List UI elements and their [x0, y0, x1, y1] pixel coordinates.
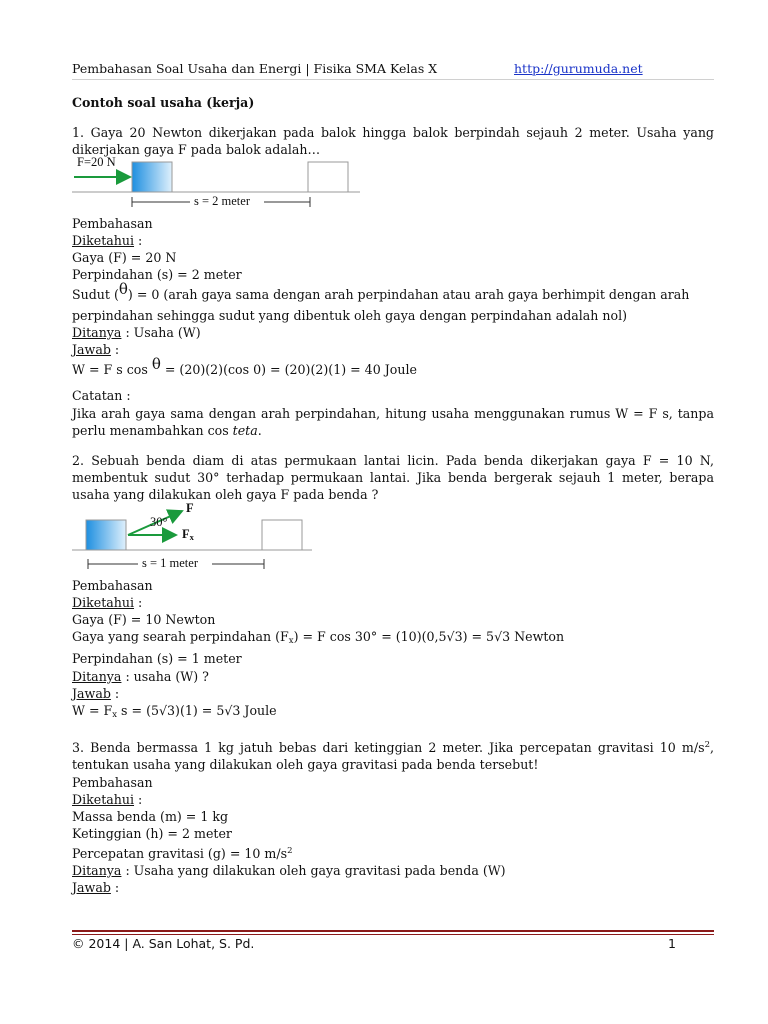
- header-link[interactable]: http://gurumuda.net: [514, 61, 643, 76]
- q1-distance-label: s = 2 meter: [194, 193, 250, 208]
- q2-gaya-searah: Gaya yang searah perpindahan $(F_x) = F$ cos 30° = (10)(0,5√3) = 5√3 Newton: [72, 629, 565, 647]
- q3-ditanya: Ditanya : Usaha yang dilakukan oleh gaya gravitasi pada benda (W): [72, 862, 506, 878]
- q2-jawab: Jawab: [72, 685, 111, 701]
- q3-jawab: Jawab: [72, 879, 111, 895]
- q1-perpindahan: Perpindahan (s) = 2 meter: [72, 267, 242, 283]
- q3-pembahasan: Pembahasan: [72, 774, 153, 790]
- q2-ditanya: Ditanya : usaha (W) ?: [72, 668, 209, 684]
- header-title: Pembahasan Soal Usaha dan Energi | Fisika SMA Kelas X: [72, 61, 438, 76]
- q1-ditanya: Ditanya : Usaha (W): [72, 324, 201, 340]
- footer-divider-thin: [72, 934, 714, 935]
- q2-angle-label: 30°: [150, 514, 168, 529]
- document-page: [72, 0, 714, 1024]
- q2-fx-label: $F_x$: [182, 526, 194, 542]
- q2-diagram: [72, 507, 332, 577]
- q1-block-end: [308, 162, 348, 192]
- footer-divider-thick: [72, 930, 714, 932]
- q2-block-end: [262, 520, 302, 550]
- q1-pembahasan: Pembahasan: [72, 215, 153, 231]
- q3-massa: Massa benda (m) = 1 kg: [72, 809, 229, 825]
- q1-catatan-body: Jika arah gaya sama dengan arah perpindahan, hitung usaha menggunakan rumus W = F s, tanpa perlu menambahkan cos teta.: [72, 405, 714, 438]
- q2-pembahasan: Pembahasan: [72, 577, 153, 593]
- q1-jawab: Jawab: [72, 342, 111, 358]
- q2-diketahui: Diketahui: [72, 594, 135, 610]
- header-divider: [72, 79, 714, 80]
- q1-catatan: Catatan :: [72, 388, 131, 404]
- q3-ketinggian: Ketinggian (h) = 2 meter: [72, 826, 232, 842]
- q1-question: 1. Gaya 20 Newton dikerjakan pada balok hingga balok berpindah sejauh 2 meter. Usaha yang dikerjakan gaya F pada balok adalah…: [72, 125, 714, 158]
- q2-figure: [72, 500, 714, 577]
- q2-formula: $W = F_x$ s = (5√3)(1) = 5√3 Joule: [72, 703, 277, 721]
- q1-gaya: Gaya (F) = 20 N: [72, 250, 177, 266]
- q1-sudut-cont: perpindahan sehingga sudut yang dibentuk oleh gaya dengan perpindahan adalah nol): [72, 307, 628, 323]
- q1-force-label: F=20 N: [77, 154, 116, 169]
- q3-question: 3. Benda bermassa 1 kg jatuh bebas dari ketinggian 2 meter. Jika percepatan gravitasi 10 $m/s^2$, tentukan usaha yang dilakukan oleh gaya gravitasi pada benda tersebut!: [72, 740, 714, 773]
- page-header: [72, 61, 714, 79]
- q1-block-start: [132, 162, 172, 192]
- page-footer: [72, 936, 714, 951]
- document-body: Contoh soal usaha (kerja) 1. Gaya 20 Newton dikerjakan pada balok hingga balok berpindah sejauh 2 meter. Usaha yang dikerjakan gaya F pada balok adalah… F=20 N s = 2 meter Pembahasan Diketahui : Gaya (F) = 20 N Perpindahan (s) = 2 meter Sudut (θ) = 0 (arah gaya sama dengan arah perpindahan atau arah gaya berhimpit dengan arah perpindahan sehingga sudut yang dibentuk oleh gaya dengan perpindahan adalah nol) Ditanya : Usaha (W) Jawab : W = F s cos θ = (20)(2)(cos 0) = (20)(2)(1) = 40 Joule Catatan : Jika arah gaya sama dengan arah perpindahan, hitung usaha menggunakan rumus W = F s, tanpa perlu menambahkan cos teta. 2. Sebuah benda diam di atas permukaan lantai licin. Pada benda dikerjakan gaya F = 10 N, membentuk sudut 30° terhadap permukaan lantai. Jika benda bergerak sejauh 1 meter, berapa usaha yang dilakukan oleh gaya F pada benda ? F 30° $F_x$ s = 1 meter Pembahasan Diketahui : Gaya (F) = 10 Newton Gaya yang searah perpindahan $(F_x) = F$ cos 30° = (10)(0,5√3) = 5√3 Newton Perpindahan (s) = 1 meter Ditanya : usaha (W) ? Jawab : $W = F_x$ s = (5√3)(1) = 5√3 Joule 3. Benda bermassa 1 kg jatuh bebas dari ketinggian 2 meter. Jika percepatan gravitasi 10 $m/s^2$, tentukan usaha yang dilakukan oleh gaya gravitasi pada benda tersebut! Pembahasan Diketahui : Massa benda (m) = 1 kg Ketinggian (h) = 2 meter Percepatan gravitasi (g) = 10 $m/s^2$ Ditanya : Usaha yang dilakukan oleh gaya gravitasi pada benda (W) Jawab :: [72, 95, 714, 895]
- q2-distance-label: s = 1 meter: [142, 555, 198, 570]
- q3-diketahui: Diketahui: [72, 791, 135, 807]
- footer-copyright: © 2014 | A. San Lohat, S. Pd.: [72, 936, 255, 951]
- q2-block-start: [86, 520, 126, 550]
- q2-perpindahan: Perpindahan (s) = 1 meter: [72, 651, 242, 667]
- q1-formula: W = F s cos θ = (20)(2)(cos 0) = (20)(2)(1) = 40 Joule: [72, 355, 417, 378]
- page-number: 1: [668, 936, 676, 951]
- q2-force-label: F: [186, 500, 194, 515]
- q2-gaya: Gaya (F) = 10 Newton: [72, 612, 216, 628]
- q2-question: 2. Sebuah benda diam di atas permukaan lantai licin. Pada benda dikerjakan gaya F = 10 N, membentuk sudut 30° terhadap permukaan lantai. Jika benda bergerak sejauh 1 meter, berapa usaha yang dilakukan oleh gaya F pada benda ?: [72, 453, 714, 503]
- q3-percepatan: Percepatan gravitasi (g) = 10 $m/s^2$: [72, 845, 293, 861]
- q1-sudut: Sudut (θ) = 0 (arah gaya sama dengan arah perpindahan atau arah gaya berhimpit dengan arah: [72, 280, 690, 303]
- q1-diketahui: Diketahui: [72, 232, 135, 248]
- section-title: Contoh soal usaha (kerja): [72, 95, 255, 110]
- q1-figure: [72, 154, 714, 215]
